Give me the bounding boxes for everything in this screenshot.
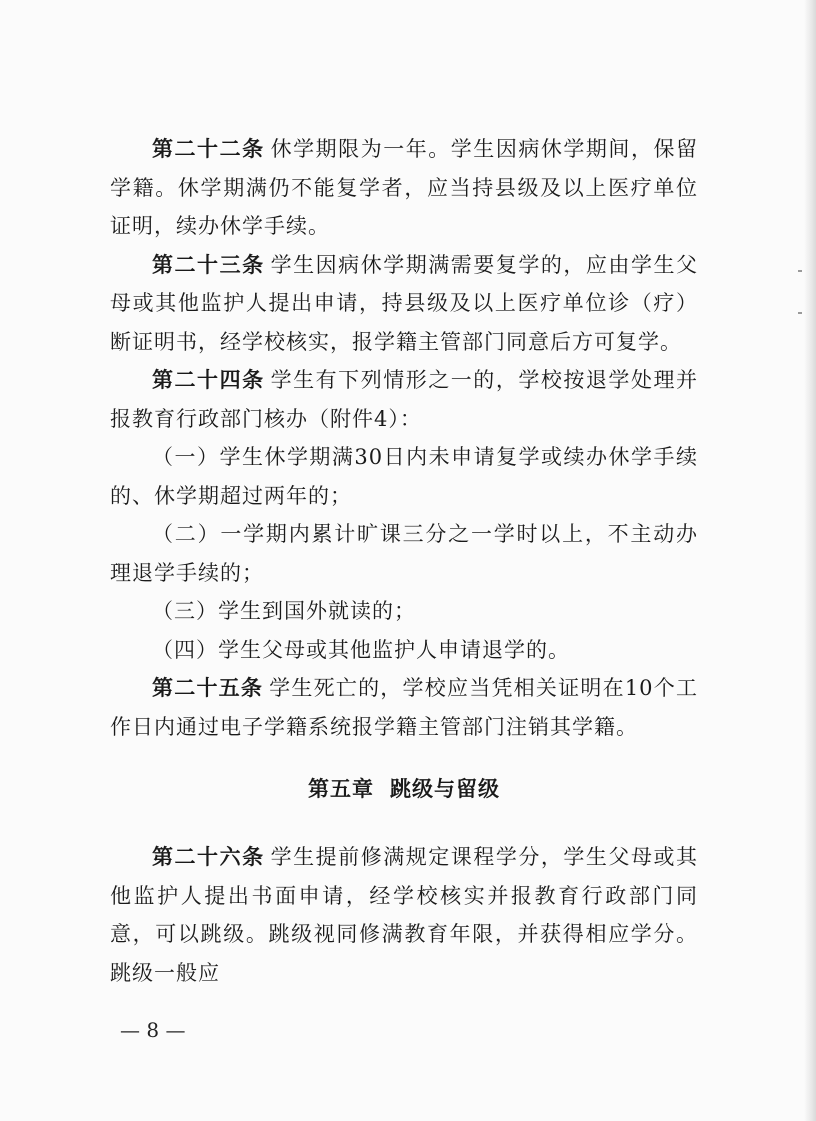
- list-item: [110, 592, 698, 631]
- scan-mark: [798, 270, 802, 272]
- article-text: 学生提前修满规定课程学分，学生父母或其他监护人提出书面申请，经学校核实并报教育行政部门同意，可以跳级。跳级视同修满教育年限，并获得相应学分。跳级一般应: [110, 845, 698, 985]
- article-text: 学生死亡的，学校应当凭相关证明在10个工作日内通过电子学籍系统报学籍主管部门注销其学籍。: [110, 676, 698, 739]
- list-item: [110, 631, 698, 670]
- chapter-heading: [110, 770, 698, 808]
- article-number: 第二十五条: [152, 676, 264, 700]
- article-number: 第二十二条: [152, 137, 265, 161]
- scan-edge: [804, 0, 816, 1121]
- chapter-title: 跳级与留级: [390, 777, 500, 801]
- list-item-text: （一）学生休学期满30日内未申请复学或续办休学手续的、休学期超过两年的；: [110, 445, 698, 508]
- article-number: 第二十三条: [152, 252, 265, 277]
- article-paragraph: [110, 130, 698, 246]
- article-paragraph: [110, 246, 698, 362]
- article-number: 第二十四条: [152, 368, 265, 392]
- scan-mark: [798, 312, 802, 314]
- list-item-text: （四）学生父母或其他监护人申请退学的。: [152, 637, 570, 662]
- article-text: 休学期限为一年。学生因病休学期间，保留学籍。休学期满仍不能复学者，应当持县级及以上医疗单位证明，续办休学手续。: [110, 137, 698, 238]
- list-item-text: （二）一学期内累计旷课三分之一学时以上，不主动办理退学手续的；: [110, 522, 698, 585]
- document-body: [110, 130, 698, 746]
- article-text: 学生因病休学期满需要复学的，应由学生父母或其他监护人提出申请，持县级及以上医疗单位诊（疗）断证明书，经学校核实，报学籍主管部门同意后方可复学。: [110, 252, 698, 354]
- list-item-text: （三）学生到国外就读的；: [152, 599, 416, 623]
- article-text: 学生有下列情形之一的，学校按退学处理并报教育行政部门核办（附件4）：: [110, 368, 698, 431]
- article-paragraph: [110, 361, 698, 438]
- chapter-number: 第五章: [308, 777, 374, 801]
- list-item: [110, 515, 698, 592]
- article-number: 第二十六条: [152, 845, 265, 869]
- article-paragraph: [110, 838, 698, 992]
- page-number: — 8 —: [120, 1018, 186, 1042]
- document-body-continued: [110, 838, 698, 992]
- article-paragraph: [110, 669, 698, 746]
- list-item: [110, 438, 698, 515]
